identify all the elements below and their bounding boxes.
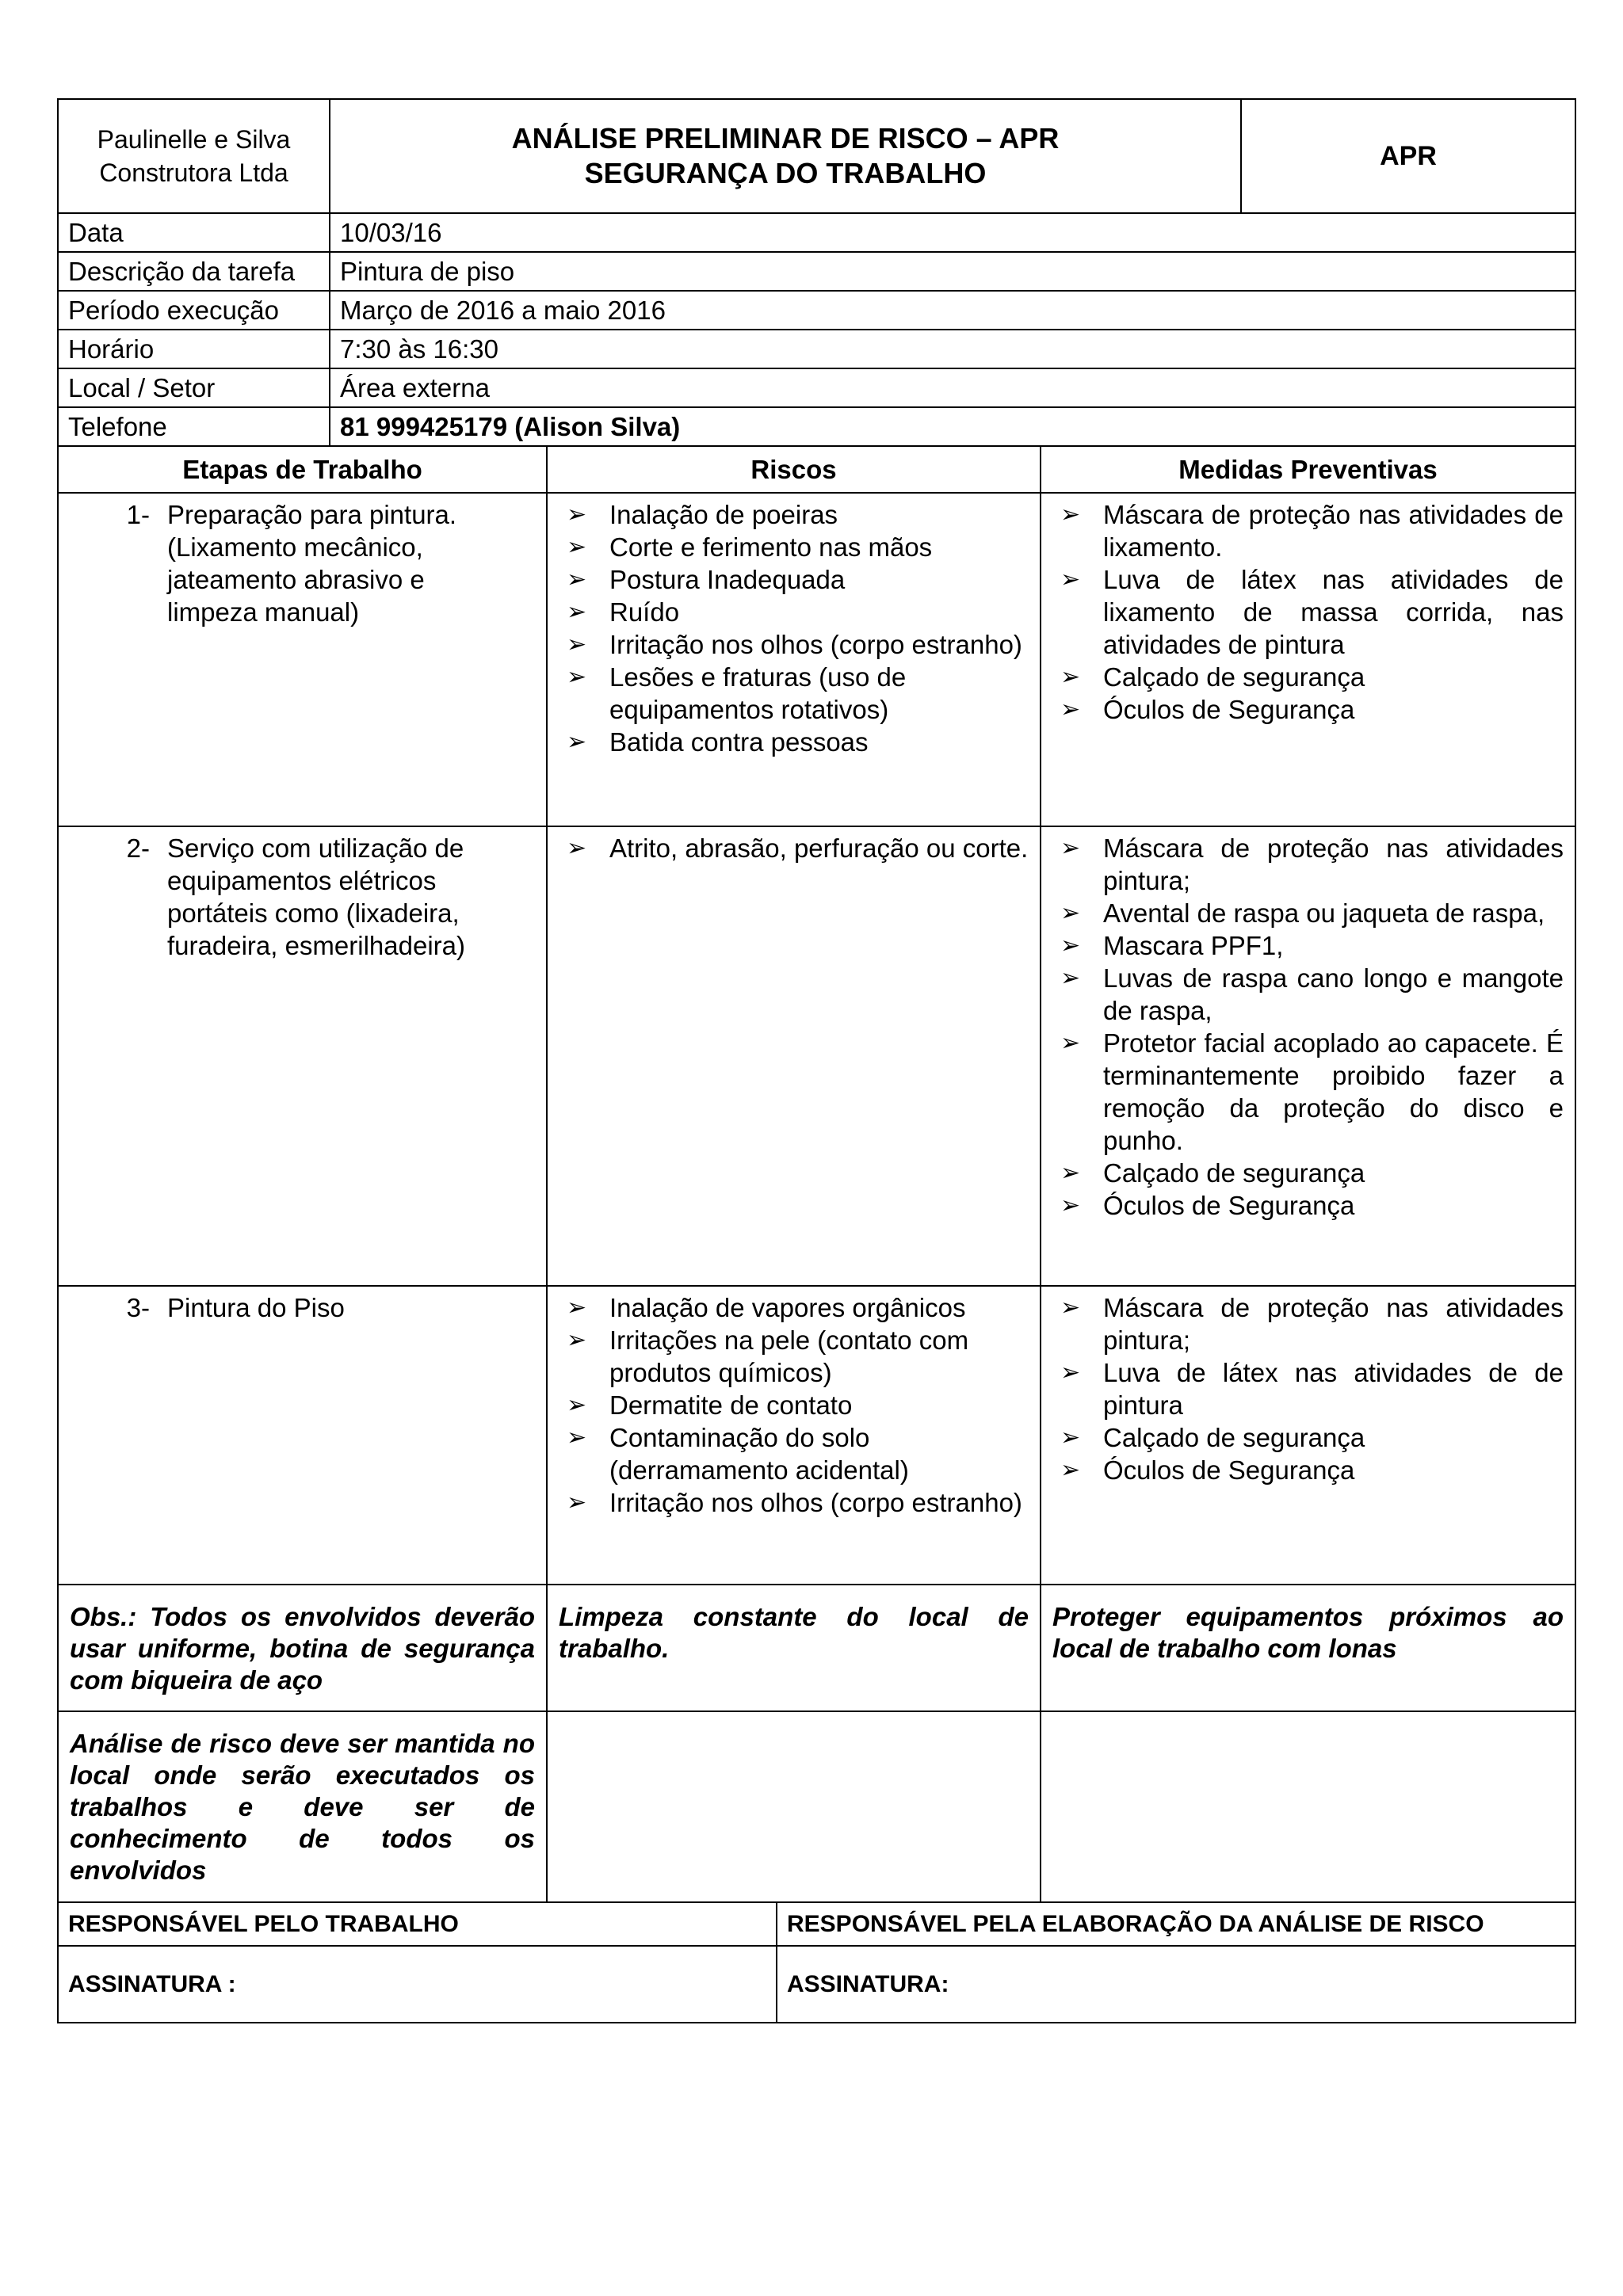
company-name: Paulinelle e Silva Construtora Ltda	[97, 125, 291, 187]
note-row	[58, 1711, 1575, 1902]
list-item-text: Óculos de Segurança	[1103, 1455, 1355, 1485]
risk-list	[548, 494, 1040, 766]
list-item-text: Máscara de proteção nas atividades de lixamento.	[1103, 500, 1564, 562]
measures-cell	[1041, 826, 1575, 1286]
column-header-risks: Riscos	[547, 446, 1041, 493]
step-number: 1-	[126, 500, 150, 529]
list-item-text: Óculos de Segurança	[1103, 1191, 1355, 1220]
measure-list	[1041, 1287, 1575, 1494]
step-row	[58, 826, 1575, 1286]
arrow-bullet-icon: ➢	[567, 729, 587, 755]
arrow-bullet-icon: ➢	[1060, 1192, 1081, 1219]
list-item	[1051, 1027, 1564, 1157]
empty-cell	[1041, 1711, 1575, 1902]
info-value: 7:30 às 16:30	[330, 330, 1575, 368]
signature-left: ASSINATURA :	[58, 1946, 777, 2023]
arrow-bullet-icon: ➢	[1060, 502, 1081, 528]
list-item	[557, 498, 1029, 531]
list-item	[557, 1291, 1029, 1324]
step-row	[58, 1286, 1575, 1585]
list-item-text: Contaminação do solo (derramamento acidental)	[609, 1423, 909, 1485]
risks-cell	[547, 826, 1041, 1286]
info-label: Descrição da tarefa	[58, 252, 330, 291]
list-item	[1051, 1356, 1564, 1421]
list-item-text: Inalação de poeiras	[609, 500, 838, 529]
responsible-table	[57, 1901, 1576, 2023]
info-row-schedule	[58, 330, 1575, 368]
info-value: 10/03/16	[330, 213, 1575, 252]
list-item	[557, 531, 1029, 563]
observation-cleaning: Limpeza constante do local de trabalho.	[547, 1585, 1041, 1711]
info-value: Área externa	[330, 368, 1575, 407]
list-item	[557, 1389, 1029, 1421]
list-item	[1051, 1189, 1564, 1222]
arrow-bullet-icon: ➢	[1060, 933, 1081, 959]
apr-document	[57, 98, 1575, 2023]
list-item	[557, 1324, 1029, 1389]
observations-row	[58, 1585, 1575, 1711]
arrow-bullet-icon: ➢	[1060, 965, 1081, 991]
risks-cell	[547, 493, 1041, 826]
step-cell	[58, 493, 547, 826]
list-item-text: Avental de raspa ou jaqueta de raspa,	[1103, 898, 1545, 928]
list-item	[557, 1486, 1029, 1519]
column-headers	[58, 446, 1575, 493]
column-header-measures: Medidas Preventivas	[1041, 446, 1575, 493]
list-item-text: Irritação nos olhos (corpo estranho)	[609, 1488, 1022, 1517]
list-item	[1051, 661, 1564, 693]
code-cell	[1241, 99, 1575, 213]
arrow-bullet-icon: ➢	[567, 1295, 587, 1321]
arrow-bullet-icon: ➢	[1060, 696, 1081, 723]
list-item	[557, 1421, 1029, 1486]
list-item-text: Máscara de proteção nas atividades pintura;	[1103, 1293, 1564, 1355]
document-code: APR	[1380, 140, 1437, 171]
list-item-text: Luva de látex nas atividades de de pintura	[1103, 1358, 1564, 1420]
arrow-bullet-icon: ➢	[567, 599, 587, 625]
list-item	[557, 596, 1029, 628]
document-subtitle: SEGURANÇA DO TRABALHO	[584, 157, 987, 189]
info-row-phone	[58, 407, 1575, 446]
list-item-text: Máscara de proteção nas atividades pintura;	[1103, 833, 1564, 895]
list-item-text: Calçado de segurança	[1103, 1158, 1365, 1188]
list-item-text: Lesões e fraturas (uso de equipamentos rotativos)	[609, 662, 907, 724]
list-item	[1051, 1421, 1564, 1454]
list-item-text: Dermatite de contato	[609, 1390, 853, 1420]
arrow-bullet-icon: ➢	[1060, 1030, 1081, 1056]
list-item	[557, 563, 1029, 596]
risk-list	[548, 827, 1040, 872]
list-item-text: Corte e ferimento nas mãos	[609, 532, 933, 562]
observation-uniform: Obs.: Todos os envolvidos deverão usar uniforme, botina de segurança com biqueira de aço	[58, 1585, 547, 1711]
list-item-text: Atrito, abrasão, perfuração ou corte.	[609, 833, 1029, 863]
list-item-text: Óculos de Segurança	[1103, 695, 1355, 724]
info-table	[57, 212, 1576, 447]
info-label: Local / Setor	[58, 368, 330, 407]
header-table	[57, 98, 1576, 214]
info-label: Horário	[58, 330, 330, 368]
step-description: Preparação para pintura. (Lixamento mecânico, jateamento abrasivo e limpeza manual)	[167, 500, 457, 627]
list-item-text: Inalação de vapores orgânicos	[609, 1293, 966, 1322]
list-item-text: Irritação nos olhos (corpo estranho)	[609, 630, 1022, 659]
list-item	[1051, 1291, 1564, 1356]
info-value: Pintura de piso	[330, 252, 1575, 291]
step-row	[58, 493, 1575, 826]
info-label: Data	[58, 213, 330, 252]
info-label: Telefone	[58, 407, 330, 446]
measures-cell	[1041, 493, 1575, 826]
list-item	[1051, 1454, 1564, 1486]
arrow-bullet-icon: ➢	[567, 502, 587, 528]
arrow-bullet-icon: ➢	[1060, 1160, 1081, 1186]
arrow-bullet-icon: ➢	[567, 1327, 587, 1353]
empty-cell	[547, 1711, 1041, 1902]
signature-right: ASSINATURA:	[777, 1946, 1575, 2023]
list-item-text: Calçado de segurança	[1103, 1423, 1365, 1452]
arrow-bullet-icon: ➢	[1060, 900, 1081, 926]
list-item-text: Postura Inadequada	[609, 565, 846, 594]
list-item	[1051, 929, 1564, 962]
info-row-task	[58, 252, 1575, 291]
list-item	[1051, 693, 1564, 726]
title-cell	[330, 99, 1241, 213]
risk-list	[548, 1287, 1040, 1527]
arrow-bullet-icon: ➢	[1060, 566, 1081, 593]
info-row-date	[58, 213, 1575, 252]
step-number: 3-	[126, 1293, 150, 1322]
measure-list	[1041, 494, 1575, 734]
arrow-bullet-icon: ➢	[567, 664, 587, 690]
list-item	[1051, 1157, 1564, 1189]
list-item-text: Protetor facial acoplado ao capacete. É terminantemente proibido fazer a remoção da proteção do disco e punho.	[1103, 1028, 1564, 1155]
arrow-bullet-icon: ➢	[1060, 1360, 1081, 1386]
step-description: Serviço com utilização de equipamentos elétricos portáteis como (lixadeira, furadeira, esmerilhadeira)	[167, 833, 466, 960]
info-value: Março de 2016 a maio 2016	[330, 291, 1575, 330]
info-label: Período execução	[58, 291, 330, 330]
list-item-text: Irritações na pele (contato com produtos químicos)	[609, 1325, 969, 1387]
info-row-period	[58, 291, 1575, 330]
step-cell	[58, 826, 547, 1286]
responsible-work-label: RESPONSÁVEL PELO TRABALHO	[58, 1902, 777, 1946]
list-item-text: Calçado de segurança	[1103, 662, 1365, 692]
arrow-bullet-icon: ➢	[567, 1489, 587, 1516]
arrow-bullet-icon: ➢	[567, 1392, 587, 1418]
step-description: Pintura do Piso	[167, 1293, 345, 1322]
list-item	[557, 628, 1029, 661]
arrow-bullet-icon: ➢	[567, 835, 587, 861]
list-item	[1051, 563, 1564, 661]
list-item	[557, 661, 1029, 726]
list-item-text: Batida contra pessoas	[609, 727, 869, 757]
list-item-text: Luvas de raspa cano longo e mangote de raspa,	[1103, 963, 1564, 1025]
document-title: ANÁLISE PRELIMINAR DE RISCO – APR	[511, 122, 1060, 154]
list-item	[1051, 897, 1564, 929]
arrow-bullet-icon: ➢	[1060, 1425, 1081, 1451]
column-header-steps: Etapas de Trabalho	[58, 446, 547, 493]
step-number: 2-	[126, 833, 150, 863]
measure-list	[1041, 827, 1575, 1230]
observation-protection: Proteger equipamentos próximos ao local de trabalho com lonas	[1041, 1585, 1575, 1711]
company-cell	[58, 99, 330, 213]
list-item-text: Mascara PPF1,	[1103, 931, 1284, 960]
list-item-text: Luva de látex nas atividades de lixamento de massa corrida, nas atividades de pintura	[1103, 565, 1564, 659]
arrow-bullet-icon: ➢	[567, 1425, 587, 1451]
risk-table	[57, 445, 1576, 1903]
list-item	[1051, 832, 1564, 897]
risks-cell	[547, 1286, 1041, 1585]
arrow-bullet-icon: ➢	[567, 534, 587, 560]
arrow-bullet-icon: ➢	[567, 631, 587, 658]
responsible-analysis-label: RESPONSÁVEL PELA ELABORAÇÃO DA ANÁLISE DE RISCO	[777, 1902, 1575, 1946]
arrow-bullet-icon: ➢	[1060, 1457, 1081, 1483]
list-item	[557, 726, 1029, 758]
measures-cell	[1041, 1286, 1575, 1585]
observation-note: Análise de risco deve ser mantida no local onde serão executados os trabalhos e deve ser de conhecimento de todos os envolvidos	[58, 1711, 547, 1902]
arrow-bullet-icon: ➢	[1060, 1295, 1081, 1321]
list-item	[1051, 498, 1564, 563]
step-cell	[58, 1286, 547, 1585]
arrow-bullet-icon: ➢	[1060, 664, 1081, 690]
list-item	[557, 832, 1029, 864]
arrow-bullet-icon: ➢	[1060, 835, 1081, 861]
info-row-location	[58, 368, 1575, 407]
arrow-bullet-icon: ➢	[567, 566, 587, 593]
list-item-text: Ruído	[609, 597, 680, 627]
list-item	[1051, 962, 1564, 1027]
info-value: 81 999425179 (Alison Silva)	[330, 407, 1575, 446]
